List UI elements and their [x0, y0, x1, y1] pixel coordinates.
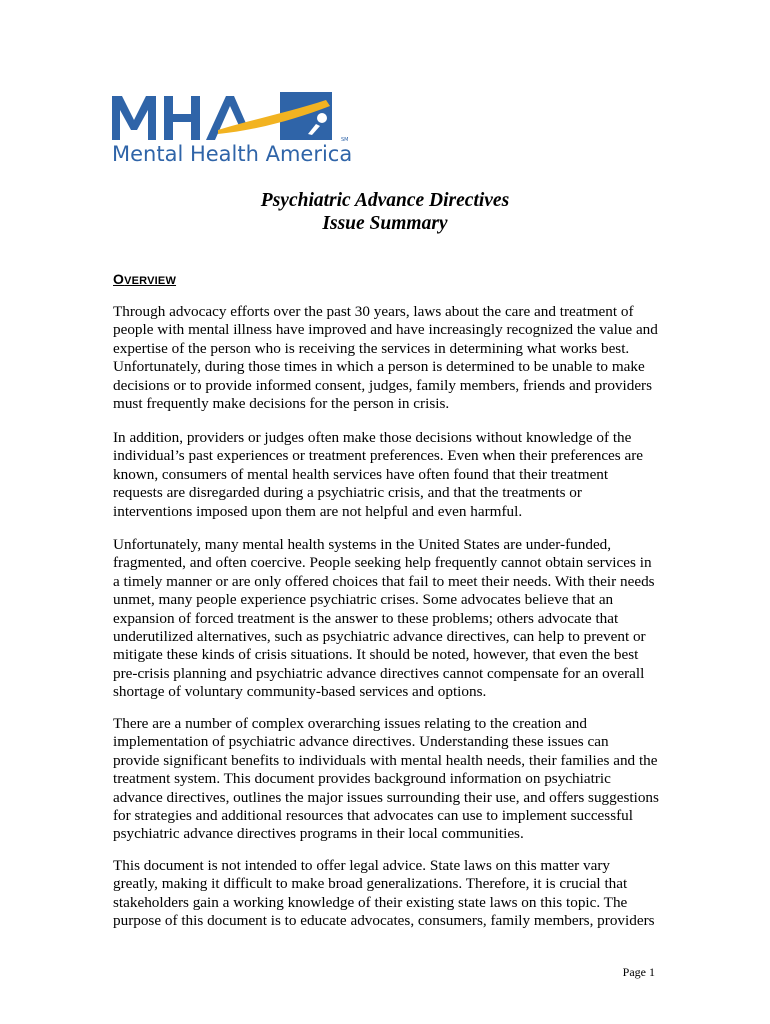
- paragraph-line: expansion of forced treatment is the answer to these problems; others advocate that: [113, 609, 619, 627]
- paragraph-line: must frequently make decisions for the person in crisis.: [113, 395, 450, 413]
- document-subtitle: Issue Summary: [322, 213, 448, 234]
- paragraph-line: Through advocacy efforts over the past 30 years, laws about the care and treatment of: [113, 303, 634, 320]
- paragraph-line: shortage of voluntary community-based services and options.: [113, 683, 487, 701]
- paragraph-line: requests are disregarded during a psychiatric crisis, and that the treatments or: [113, 484, 582, 502]
- paragraph-line: interventions imposed upon them are not helpful and even harmful.: [113, 502, 523, 520]
- service-mark: SM: [341, 137, 349, 143]
- paragraph-line: provide significant benefits to individuals with mental health needs, their families and the: [113, 751, 658, 769]
- paragraph-line: individual’s past experiences or treatment preferences. Even when their preferences are: [113, 447, 644, 465]
- paragraph-2: [113, 429, 673, 521]
- paragraph-4: [113, 715, 673, 844]
- paragraph-line: In addition, providers or judges often make those decisions without knowledge of the: [113, 429, 632, 446]
- paragraph-line: psychiatric advance directives programs in their local communities.: [113, 825, 524, 843]
- paragraph-line: advance directives, outlines the major issues surrounding their use, and offers suggestions: [113, 788, 659, 806]
- paragraph-line: Unfortunately, during those times in which a person is determined to be unable to make: [113, 358, 645, 376]
- paragraph-line: purpose of this document is to educate advocates, consumers, family members, providers: [113, 912, 655, 930]
- paragraph-line: known, consumers of mental health services have often found that their treatment: [113, 465, 609, 483]
- paragraph-line: treatment system. This document provides background information on psychiatric: [113, 770, 611, 788]
- paragraph-line: for strategies and additional resources that advocates can use to implement successful: [113, 807, 633, 825]
- paragraph-line: people with mental illness have improved and have increasingly recognized the value and: [113, 321, 658, 339]
- paragraph-line: greatly, making it difficult to make broad generalizations. Therefore, it is crucial that: [113, 875, 628, 893]
- paragraph-line: This document is not intended to offer legal advice. State laws on this matter vary: [113, 857, 610, 874]
- paragraph-line: There are a number of complex overarching issues relating to the creation and: [113, 715, 587, 732]
- paragraph-line: implementation of psychiatric advance directives. Understanding these issues can: [113, 733, 609, 751]
- paragraph-line: decisions or to provide informed consent, judges, family members, friends and providers: [113, 376, 653, 394]
- mha-logo: [110, 90, 353, 175]
- mha-wordmark-graphic: [110, 90, 350, 146]
- section-heading-overview: OVERVIEW: [113, 271, 177, 287]
- paragraph-line: Unfortunately, many mental health systems in the United States are under-funded,: [113, 536, 612, 553]
- paragraph-line: unmet, many people experience psychiatric crises. Some advocates believe that an: [113, 591, 614, 609]
- page-number: Page 1: [622, 965, 655, 979]
- paragraph-line: pre-crisis planning and psychiatric advance directives cannot compensate for an overall: [113, 664, 645, 682]
- paragraph-line: underutilized alternatives, such as psychiatric advance directives, can help to prevent or: [113, 628, 646, 646]
- paragraph-line: mitigate these kinds of crisis situations. It should be noted, however, that even the best: [113, 646, 639, 664]
- paragraph-5: [113, 857, 673, 931]
- paragraph-line: expertise of the person who is receiving the services in determining what works best.: [113, 339, 630, 357]
- paragraph-3: [113, 536, 673, 702]
- paragraph-1: [113, 303, 673, 413]
- document-title: Psychiatric Advance Directives: [260, 190, 510, 211]
- logo-tagline: Mental Health America: [112, 142, 353, 166]
- paragraph-line: stakeholders gain a working knowledge of their existing state laws on this topic. The: [113, 893, 628, 911]
- paragraph-line: a timely manner or are only offered choices that fail to meet their needs. With their needs: [113, 572, 655, 590]
- paragraph-line: fragmented, and often coercive. People seeking help frequently cannot obtain services in: [113, 554, 652, 572]
